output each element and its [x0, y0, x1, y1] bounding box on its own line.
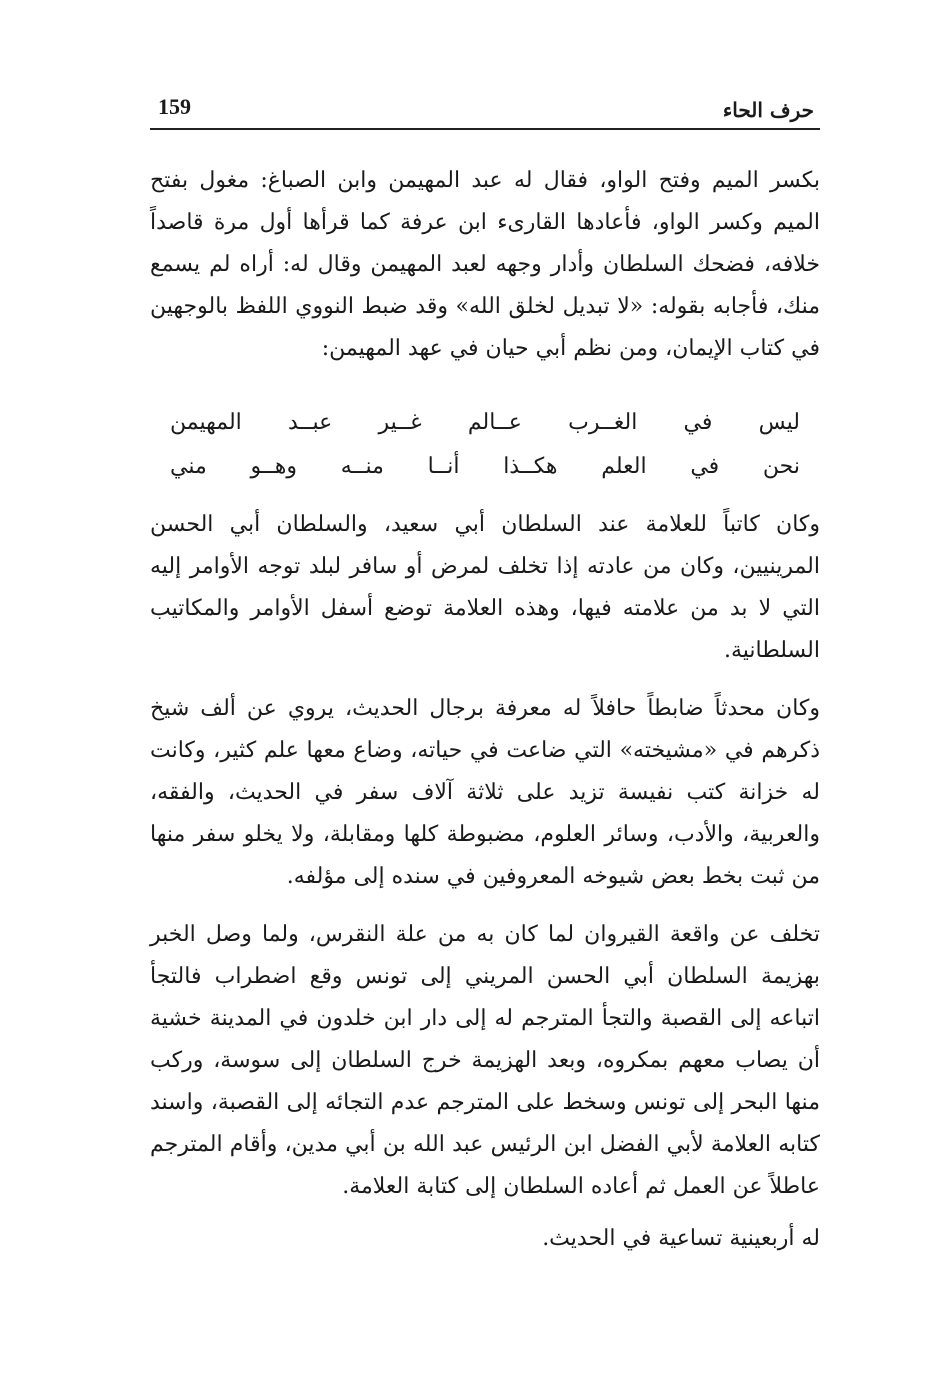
verse-word: في [690, 454, 720, 479]
page-number: 159 [158, 94, 191, 119]
paragraph-3: وكان محدثاً ضابطاً حافلاً له معرفة برجال الحديث، يروي عن ألف شيخ ذكرهم في «مشيخته» التي ضاعت في حياته، وضاع معها علم كثير، وكانت له خزانة كتب نفيسة تزيد على ثلاثة آلاف سفر في الحديث، والفقه، والعربية، والأدب، وسائر العلوم، مضبوطة كلها ومقابلة، ولا يخلو سفر منها من ثبت بخط بعض شيوخه المعروفين في سنده إلى مؤلفه. [150, 696, 820, 889]
verse-word: العلم [601, 454, 647, 479]
paragraph-4: تخلف عن واقعة القيروان لما كان به من علة النقرس، ولما وصل الخبر بهزيمة السلطان أبي الحسن المريني إلى تونس وقع اضطراب فالتجأ اتباعه إلى القصبة والتجأ المترجم له إلى دار ابن خلدون في المدينة خشية أن يصاب معهم بمكروه، وبعد الهزيمة خرج السلطان إلى سوسة، وركب منها البحر إلى تونس وسخط على المترجم عدم التجائه إلى القصبة، واسند كتابه العلامة لأبي الفضل ابن الرئيس عبد الله بن أبي مدين، وأقام المترجم عاطلاً عن العمل ثم أعاده السلطان إلى كتابة العلامة. [150, 922, 820, 1199]
verse-word: في [683, 410, 713, 435]
poem-verse-2 [170, 446, 800, 488]
poem-verse-1 [170, 402, 800, 444]
verse-word: نحن [762, 454, 800, 479]
chapter-title: حرف الحاء [722, 98, 814, 122]
verse-word: الغــرب [568, 410, 638, 435]
verse-word: وهــو [250, 454, 298, 479]
verse-word: عبــد [288, 410, 333, 435]
paragraph-5: له أربعينية تساعية في الحديث. [542, 1226, 820, 1251]
paragraph-2: وكان كاتباً للعلامة عند السلطان أبي سعيد، والسلطان أبي الحسن المرينيين، وكان من عادته إذا تخلف لمرض أو سافر لبلد توجه الأوامر إليه التي لا بد من علامته فيها، وهذه العلامة توضع أسفل الأوامر والمكاتيب السلطانية. [150, 512, 820, 663]
verse-word: منــه [340, 454, 384, 479]
verse-word: هكــذا [503, 454, 558, 479]
verse-word: عــالم [467, 410, 522, 435]
verse-word: مني [170, 454, 207, 479]
verse-word: المهيمن [170, 410, 242, 435]
page-header [150, 88, 820, 130]
verse-word: أنــا [427, 454, 460, 479]
paragraph-1: بكسر الميم وفتح الواو، فقال له عبد المهيمن وابن الصباغ: مغول بفتح الميم وكسر الواو، فأعادها القارىء ابن عرفة كما قرأها أول مرة قاصداً خلافه، فضحك السلطان وأدار وجهه لعبد المهيمن وقال له: أراه لم يسمع منك، فأجابه بقوله: «لا تبديل لخلق الله» وقد ضبط النووي اللفظ بالوجهين في كتاب الإيمان، ومن نظم أبي حيان في عهد المهيمن: [150, 168, 820, 361]
verse-word: ليس [758, 410, 800, 435]
verse-word: غــير [378, 410, 422, 435]
